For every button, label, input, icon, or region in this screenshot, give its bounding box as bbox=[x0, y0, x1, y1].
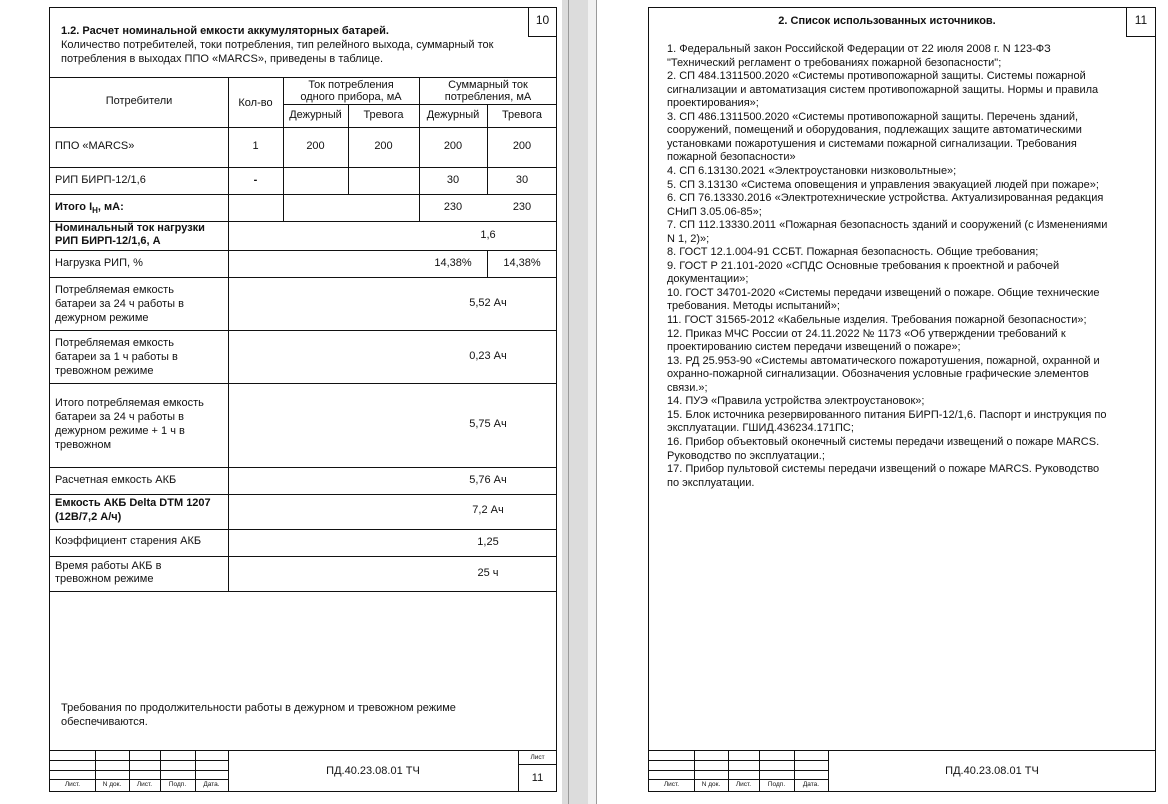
row-alarm-capacity-line1: Потребляемая емкость bbox=[55, 337, 174, 349]
source-line: 14. ПУЭ «Правила устройства электроустановок»; bbox=[667, 395, 925, 408]
row-aging-value: 1,25 bbox=[477, 536, 499, 548]
row-ppo-name: ППО «MARCS» bbox=[55, 140, 135, 152]
row-calc-capacity-name: Расчетная емкость АКБ bbox=[55, 474, 177, 486]
stamp-sheet-label: Лист bbox=[530, 754, 545, 761]
header-standby-2: Дежурный bbox=[426, 109, 480, 121]
stamp-doc-code: ПД.40.23.08.01 ТЧ bbox=[945, 765, 1039, 777]
source-line: охранно-пожарной сигнализации. Обозначения условные графические элементов bbox=[667, 368, 1089, 381]
row-nominal-current-line2: РИП БИРП-12/1,6, А bbox=[55, 235, 161, 247]
source-line: 1. Федеральный закон Российской Федерации от 22 июля 2008 г. N 123-ФЗ bbox=[667, 43, 1051, 55]
source-line: связи.»; bbox=[667, 381, 708, 394]
stamp-doc-code: ПД.40.23.08.01 ТЧ bbox=[326, 765, 420, 777]
row-load-name: Нагрузка РИП, % bbox=[55, 257, 143, 269]
row-rip-qty: - bbox=[253, 174, 258, 186]
source-line: 10. ГОСТ 34701-2020 «Системы передачи извещений о пожаре. Общие технические bbox=[667, 286, 1100, 299]
row-total-standby: 230 bbox=[443, 201, 463, 213]
source-line: сигнализации и автоматизация систем противопожарной защиты. Нормы и правила bbox=[667, 83, 1099, 96]
row-nominal-current-value: 1,6 bbox=[480, 229, 496, 241]
stamp-col-sheet-2: Лист. bbox=[735, 781, 752, 788]
row-alarm-capacity-line3: тревожном режиме bbox=[55, 365, 154, 377]
source-line: 15. Блок источника резервированного питания БИРП-12/1,6. Паспорт и инструкция по bbox=[667, 408, 1107, 421]
row-total-suffix: , мА: bbox=[97, 201, 124, 213]
source-line: требования. Методы испытаний»; bbox=[667, 300, 840, 313]
page-gutter bbox=[562, 0, 588, 804]
header-qty: Кол-во bbox=[238, 97, 273, 109]
row-total-name bbox=[55, 201, 124, 218]
source-line: 2. СП 484.1311500.2020 «Системы противопожарной защиты. Системы пожарной bbox=[667, 70, 1086, 83]
header-total-current-2: потребления, мА bbox=[444, 91, 532, 103]
source-line: 9. ГОСТ Р 21.101-2020 «СПДС Основные требования к проектной и рабочей bbox=[667, 259, 1060, 272]
source-line: по эксплуатации. bbox=[667, 476, 755, 489]
stamp-sheet-number: 11 bbox=[531, 772, 544, 784]
row-alarm-capacity-line2: батареи за 1 ч работы в bbox=[55, 351, 178, 363]
row-standby-capacity-value: 5,52 Ач bbox=[469, 297, 507, 309]
stamp-col-date: Дата. bbox=[203, 781, 220, 788]
source-line: 7. СП 112.13330.2011 «Пожарная безопасность зданий и сооружений (с Изменениями bbox=[667, 219, 1108, 232]
header-device-current-1: Ток потребления bbox=[308, 79, 394, 91]
source-line: СНиП 3.05.06-85»; bbox=[667, 205, 762, 218]
source-line: проектирования»; bbox=[667, 97, 759, 110]
row-rip-name: РИП БИРП-12/1,6 bbox=[55, 174, 146, 186]
row-ppo-device-alarm: 200 bbox=[374, 140, 393, 152]
intro-line-1: Количество потребителей, токи потребления, тип релейного выхода, суммарный ток bbox=[61, 39, 494, 51]
row-ppo-device-standby: 200 bbox=[306, 140, 325, 152]
source-line: установками пожаротушения и системами пожарной сигнализации. Требования bbox=[667, 137, 1077, 150]
page-number: 10 bbox=[535, 13, 550, 27]
source-line: "Технический регламент о требованиях пожарной безопасности"; bbox=[667, 56, 1002, 69]
section-title: 2. Список использованных источников. bbox=[778, 15, 996, 27]
source-line: 13. РД 25.953-90 «Системы автоматического пожаротушения, пожарной, охранной и bbox=[667, 354, 1100, 367]
header-standby-1: Дежурный bbox=[289, 109, 342, 121]
row-ppo-total-standby: 200 bbox=[443, 140, 463, 152]
intro-line-2: потребления в выходах ППО «MARCS», приведены в таблице. bbox=[61, 53, 384, 65]
row-runtime-line1: Время работы АКБ в bbox=[55, 560, 162, 572]
row-total-label: Итого I bbox=[55, 201, 93, 213]
row-total-capacity-line2: батареи за 24 ч работы в bbox=[55, 411, 184, 423]
stamp-col-doc-no: N док. bbox=[102, 781, 122, 788]
source-line: 12. Приказ МЧС России от 24.11.2022 № 1173 «Об утверждении требований к bbox=[667, 327, 1066, 340]
row-total-alarm: 230 bbox=[512, 201, 532, 213]
stamp-col-doc-no: N док. bbox=[701, 781, 721, 788]
source-line: сооружений, помещений и оборудования, подлежащих защите автоматическими bbox=[667, 124, 1082, 137]
row-aging-name: Коэффициент старения АКБ bbox=[55, 535, 202, 547]
row-runtime-value: 25 ч bbox=[477, 567, 499, 579]
header-total-current-1: Суммарный ток bbox=[448, 79, 528, 91]
stamp-col-date: Дата. bbox=[802, 781, 820, 788]
row-nominal-current-line1: Номинальный ток нагрузки bbox=[55, 222, 205, 234]
header-alarm-1: Тревога bbox=[363, 109, 404, 121]
source-line: пожарной безопасности» bbox=[667, 151, 796, 164]
stamp-col-sheet: Лист. bbox=[663, 781, 680, 788]
conclusion-line-2: обеспечиваются. bbox=[61, 716, 148, 728]
gutter-edge-left bbox=[568, 0, 569, 804]
source-line: 17. Прибор пультовой системы передачи извещений о пожаре MARCS. Руководство bbox=[667, 463, 1100, 476]
source-line: N 1, 2)»; bbox=[667, 232, 710, 245]
source-line: эксплуатации. ГШИД.436234.171ПС; bbox=[667, 422, 854, 435]
row-load-alarm: 14,38% bbox=[503, 257, 541, 269]
row-standby-capacity-line3: дежурном режиме bbox=[55, 312, 149, 324]
row-total-capacity-line4: тревожном bbox=[55, 439, 112, 451]
page-number-box-bottom-edge bbox=[1126, 36, 1156, 37]
row-battery-value: 7,2 Ач bbox=[472, 504, 504, 516]
row-ppo-qty: 1 bbox=[252, 140, 259, 152]
source-line: 5. СП 3.13130 «Система оповещения и управления эвакуацией людей при пожаре»; bbox=[667, 178, 1099, 191]
stamp-col-signature: Подп. bbox=[168, 781, 187, 788]
source-line: 8. ГОСТ 12.1.004-91 ССБТ. Пожарная безопасность. Общие требования; bbox=[667, 246, 1039, 259]
page-number: 11 bbox=[1134, 13, 1148, 27]
row-rip-total-standby: 30 bbox=[446, 174, 460, 186]
section-title: 1.2. Расчет номинальной емкости аккумуляторных батарей. bbox=[61, 25, 389, 37]
row-load-standby: 14,38% bbox=[434, 257, 472, 269]
page-number-box-bottom-edge bbox=[528, 36, 557, 37]
row-battery-line2: (12В/7,2 А/ч) bbox=[55, 511, 122, 523]
header-device-current-2: одного прибора, мА bbox=[300, 91, 402, 103]
row-standby-capacity-line2: батареи за 24 ч работы в bbox=[55, 298, 184, 310]
row-calc-capacity-value: 5,76 Ач bbox=[469, 474, 507, 486]
source-line: проектированию систем передачи извещений о пожаре»; bbox=[667, 341, 961, 354]
source-line: Руководство по эксплуатации.; bbox=[667, 449, 825, 462]
row-rip-total-alarm: 30 bbox=[515, 174, 529, 186]
row-runtime-line2: тревожном режиме bbox=[55, 573, 154, 585]
source-line: 3. СП 486.1311500.2020 «Системы противопожарной защиты. Перечень зданий, bbox=[667, 110, 1079, 123]
stamp-col-signature: Подп. bbox=[767, 781, 786, 788]
conclusion-line-1: Требования по продолжительности работы в дежурном и тревожном режиме bbox=[61, 702, 456, 714]
source-line: 6. СП 76.13330.2016 «Электротехнические устройства. Актуализированная редакция bbox=[667, 192, 1104, 205]
row-total-subscript: Н bbox=[92, 206, 98, 216]
stamp-col-sheet-2: Лист. bbox=[136, 781, 153, 788]
stamp-col-sheet: Лист. bbox=[64, 781, 81, 788]
header-alarm-2: Тревога bbox=[501, 109, 543, 121]
source-line: 16. Прибор объектовый оконечный системы передачи извещений о пожаре MARCS. bbox=[667, 435, 1100, 448]
source-line: 11. ГОСТ 31565-2012 «Кабельные изделия. Требования пожарной безопасности»; bbox=[667, 314, 1087, 326]
source-line: документации»; bbox=[667, 273, 749, 286]
source-line: 4. СП 6.13130.2021 «Электроустановки низковольтные»; bbox=[667, 164, 957, 177]
row-total-capacity-line3: дежурном режиме + 1 ч в bbox=[55, 425, 185, 437]
row-ppo-total-alarm: 200 bbox=[512, 140, 532, 152]
row-standby-capacity-line1: Потребляемая емкость bbox=[55, 284, 174, 296]
row-alarm-capacity-value: 0,23 Ач bbox=[469, 350, 507, 362]
row-battery-line1: Емкость АКБ Delta DTM 1207 bbox=[55, 497, 211, 509]
row-total-capacity-value: 5,75 Ач bbox=[469, 418, 507, 430]
row-total-capacity-line1: Итого потребляемая емкость bbox=[55, 397, 204, 409]
header-consumers: Потребители bbox=[105, 95, 173, 107]
